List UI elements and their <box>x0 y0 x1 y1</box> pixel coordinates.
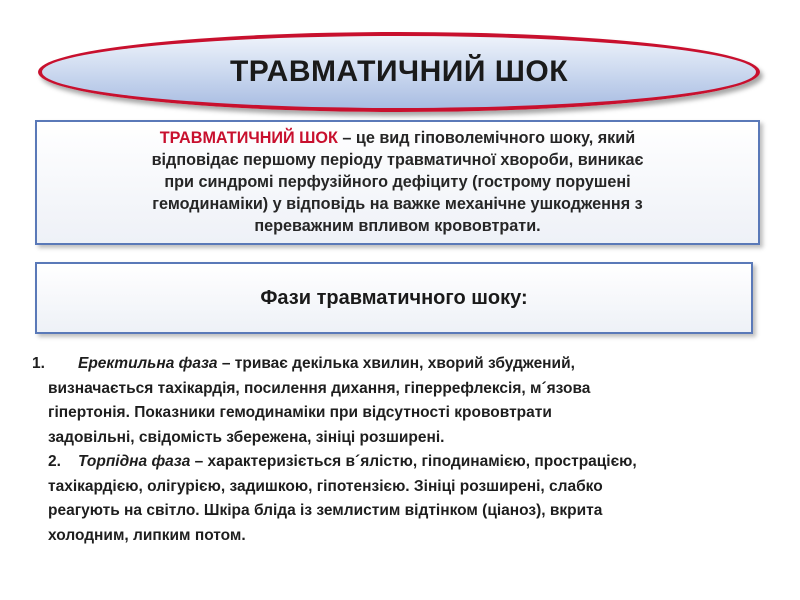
definition-line-1-rest: – це вид гіповолемічного шоку, який <box>337 129 636 147</box>
phase-2-line-2: тахікардією, олігурією, задишкою, гіпотензією. Зініці розширені, слабко <box>48 477 603 495</box>
definition-line-3: при синдромі перфузійного дефіциту (гострому порушені <box>164 173 631 191</box>
definition-line-5: переважним впливом крововтрати. <box>254 217 541 235</box>
phase-1-line-3: гіпертонія. Показники гемодинаміки при відсутності крововтрати <box>48 404 552 421</box>
phase-2-line-1-rest: – характеризіється в´ялістю, гіподинамією, прострацією, <box>190 453 637 470</box>
phase-1-line-1-rest: – триває декілька хвилин, хворий збуджений, <box>217 355 575 372</box>
phase-1-line-2: визначається тахікардія, посилення дихання, гіперрефлексія, м´язова <box>48 379 591 397</box>
phase-list <box>30 352 798 548</box>
phase-1-number: 1. <box>32 355 45 372</box>
definition-line-1 <box>49 127 746 149</box>
phase-2-line-4: холодним, липким потом. <box>48 526 246 544</box>
definition-box <box>35 120 760 245</box>
phases-heading-box <box>35 262 753 334</box>
definition-term: ТРАВМАТИЧНИЙ ШОК <box>159 129 338 147</box>
phase-1-line-1 <box>30 352 798 377</box>
phase-2-line-1 <box>30 450 798 475</box>
phase-1-line-4: задовільні, свідомість збережена, зініці розширені. <box>48 428 445 446</box>
phase-1-name: Еректильна фаза <box>78 355 218 372</box>
title-banner <box>38 32 760 112</box>
phase-2-line-3: реагують на світло. Шкіра бліда із землистим відтінком (ціаноз), вкрита <box>48 502 603 519</box>
phase-2-name: Торпідна фаза <box>78 453 191 470</box>
page-title: ТРАВМАТИЧНИЙ ШОК <box>229 55 569 88</box>
definition-line-4: гемодинаміки) у відповідь на важке механічне ушкодження з <box>152 195 643 213</box>
phase-2-number: 2. <box>48 453 61 470</box>
definition-line-2: відповідає першому періоду травматичної хвороби, виникає <box>151 151 644 169</box>
phases-heading: Фази травматичного шоку: <box>260 286 528 309</box>
